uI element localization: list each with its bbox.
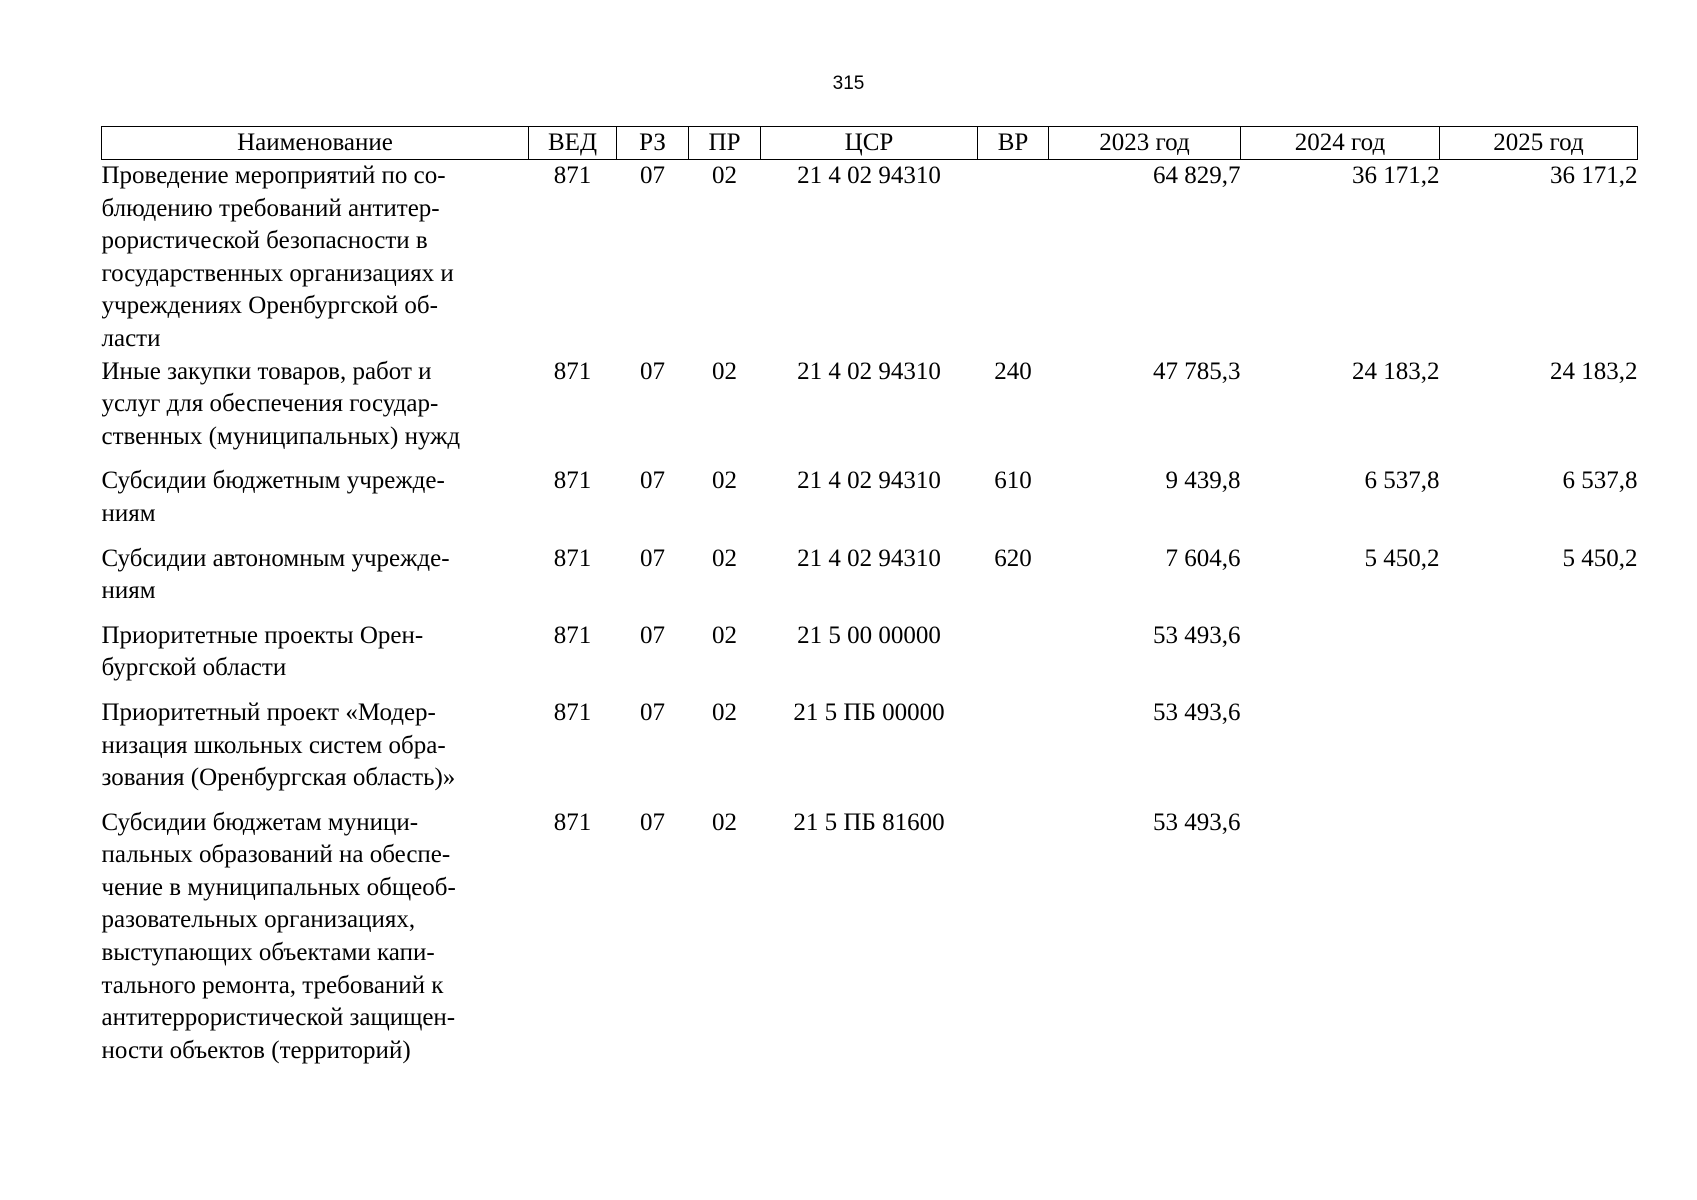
table-row — [102, 356, 1638, 466]
header-name: Наименование — [102, 127, 529, 160]
row-pr: 02 — [712, 621, 737, 649]
row-rz: 07 — [640, 162, 665, 189]
row-2024: 36 171,2 — [1352, 162, 1440, 189]
row-csr: 21 4 02 94310 — [797, 357, 941, 385]
row-vr — [978, 697, 1049, 807]
row-2025 — [1440, 620, 1638, 697]
row-pr: 02 — [712, 698, 737, 726]
row-rz: 07 — [640, 621, 665, 649]
row-vr: 620 — [994, 544, 1032, 572]
row-name: Проведение мероприятий по со- блюдению требований антитер- рористической безопасности в государственных организациях и учреждениях Оренбургской об- ласти — [101, 162, 454, 352]
table-row — [102, 807, 1638, 1068]
row-2025 — [1440, 807, 1638, 1068]
row-2025: 24 183,2 — [1550, 357, 1638, 385]
row-2025: 6 537,8 — [1562, 467, 1638, 495]
row-rz: 07 — [640, 467, 665, 495]
row-2024 — [1241, 697, 1440, 807]
row-2023: 53 493,6 — [1153, 621, 1241, 649]
row-2023: 7 604,6 — [1165, 544, 1241, 572]
row-2025: 36 171,2 — [1550, 162, 1638, 189]
row-name: Приоритетный проект «Модер- низация школьных систем обра- зования (Оренбургская область)» — [101, 698, 456, 792]
row-ved: 871 — [553, 621, 592, 649]
row-ved: 871 — [553, 698, 592, 726]
row-csr: 21 4 02 94310 — [797, 544, 941, 572]
budget-table — [101, 126, 1638, 1067]
header-vr: ВР — [978, 127, 1049, 160]
page-number: 315 — [832, 73, 865, 94]
table-row — [102, 697, 1638, 807]
header-ved: ВЕД — [529, 127, 617, 160]
row-2024 — [1241, 620, 1440, 697]
table-row — [102, 160, 1638, 356]
row-vr — [978, 160, 1049, 356]
row-vr — [978, 807, 1049, 1068]
row-2023: 64 829,7 — [1153, 162, 1241, 189]
header-2024: 2024 год — [1241, 127, 1440, 160]
row-name: Субсидии бюджетным учрежде- ниям — [101, 467, 445, 527]
row-2025 — [1440, 697, 1638, 807]
row-2024: 6 537,8 — [1364, 467, 1440, 495]
row-rz: 07 — [640, 698, 665, 726]
row-rz: 07 — [640, 357, 665, 385]
row-ved: 871 — [553, 544, 592, 572]
row-csr: 21 5 ПБ 81600 — [793, 808, 945, 836]
row-pr: 02 — [712, 544, 737, 572]
row-2023: 9 439,8 — [1165, 467, 1241, 495]
row-csr: 21 5 ПБ 00000 — [793, 698, 945, 726]
row-pr: 02 — [712, 467, 737, 495]
row-vr: 240 — [994, 357, 1032, 385]
table-row — [102, 620, 1638, 697]
row-2024: 5 450,2 — [1364, 544, 1440, 572]
row-pr: 02 — [712, 162, 737, 189]
row-name: Субсидии автономным учрежде- ниям — [101, 544, 450, 605]
table-row — [102, 465, 1638, 542]
row-2023: 53 493,6 — [1153, 808, 1241, 836]
header-2025: 2025 год — [1440, 127, 1638, 160]
row-ved: 871 — [553, 808, 592, 836]
table-row — [102, 543, 1638, 620]
row-name: Субсидии бюджетам муници- пальных образований на обеспе- чение в муниципальных общеоб- разовательных организациях, выступающих объектами капи- тального ремонта, требований к антитеррористической защищен- ности объектов (территорий) — [101, 808, 456, 1064]
row-2023: 53 493,6 — [1153, 698, 1241, 726]
row-2025: 5 450,2 — [1562, 544, 1638, 572]
header-pr: ПР — [689, 127, 761, 160]
header-csr: ЦСР — [761, 127, 978, 160]
row-ved: 871 — [553, 467, 592, 495]
row-rz: 07 — [640, 808, 665, 836]
row-ved: 871 — [553, 357, 592, 385]
row-vr — [978, 620, 1049, 697]
row-2023: 47 785,3 — [1153, 357, 1241, 385]
row-2024 — [1241, 807, 1440, 1068]
row-pr: 02 — [712, 357, 737, 385]
row-pr: 02 — [712, 808, 737, 836]
header-2023: 2023 год — [1049, 127, 1241, 160]
row-csr: 21 5 00 00000 — [797, 621, 941, 649]
row-2024: 24 183,2 — [1352, 357, 1440, 385]
row-name: Иные закупки товаров, работ и услуг для обеспечения государ- ственных (муниципальных) нужд — [101, 357, 461, 450]
table-header-row — [102, 127, 1638, 160]
row-vr: 610 — [994, 467, 1032, 495]
header-rz: РЗ — [617, 127, 689, 160]
row-name: Приоритетные проекты Орен- бургской области — [101, 621, 424, 682]
row-csr: 21 4 02 94310 — [797, 467, 941, 495]
row-rz: 07 — [640, 544, 665, 572]
row-csr: 21 4 02 94310 — [797, 162, 941, 189]
row-ved: 871 — [553, 162, 592, 189]
